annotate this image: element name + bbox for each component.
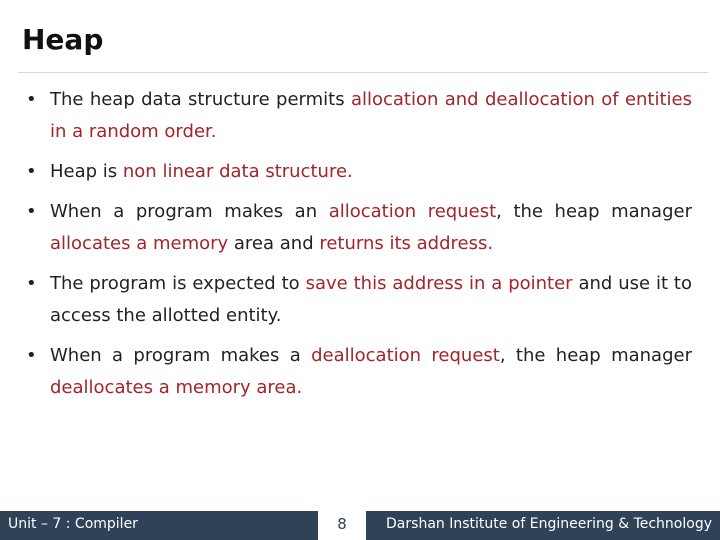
highlighted-text: save this address in a pointer <box>305 273 573 294</box>
bullet-text: area and <box>228 233 320 254</box>
bullet-text: , the heap manager <box>499 345 692 366</box>
bullet-text: and use it to access the allotted entity. <box>50 273 693 326</box>
page-number: 8 <box>337 515 347 533</box>
highlighted-text: allocation and deallocation of entities in a random order. <box>50 89 692 142</box>
bullet-marker: • <box>26 273 37 294</box>
highlighted-text: returns its address. <box>319 233 494 254</box>
bullet-text: When a program makes a <box>50 345 312 366</box>
title-divider <box>18 72 708 73</box>
bullet-marker: • <box>26 161 37 182</box>
footer-unit-label: Unit – 7 : Compiler <box>8 516 138 532</box>
bullet-item <box>24 196 692 260</box>
footer-bar <box>0 511 720 540</box>
bullet-item <box>24 340 692 404</box>
bullet-text: , the heap manager <box>496 201 692 222</box>
highlighted-text: allocation request <box>328 201 497 222</box>
page-number-box <box>318 507 366 540</box>
bullet-item <box>24 84 692 148</box>
bullet-list <box>24 84 692 412</box>
bullet-item <box>24 268 692 332</box>
highlighted-text: deallocation request <box>311 345 500 366</box>
bullet-item <box>24 156 692 188</box>
slide-title: Heap <box>22 23 104 56</box>
highlighted-text: allocates a memory <box>50 233 229 254</box>
highlighted-text: deallocates a memory area. <box>50 377 303 398</box>
bullet-text: The heap data structure permits <box>50 89 351 110</box>
bullet-marker: • <box>26 89 37 110</box>
bullet-marker: • <box>26 201 37 222</box>
bullet-text: When a program makes an <box>50 201 329 222</box>
bullet-text: Heap is <box>50 161 123 182</box>
footer-institute: Darshan Institute of Engineering & Technology <box>386 516 712 532</box>
bullet-marker: • <box>26 345 37 366</box>
bullet-text: The program is expected to <box>50 273 306 294</box>
highlighted-text: non linear data structure. <box>122 161 353 182</box>
